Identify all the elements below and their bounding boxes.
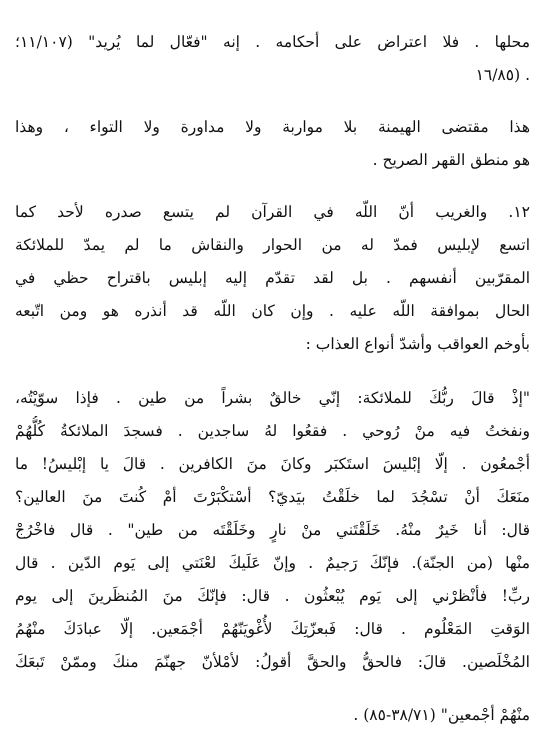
quote-line: "إذْ قالَ ربُّكَ للملائكة: إنّي خالقٌ بشراً من طين . فإذا سوّيْتُه، — [15, 389, 530, 407]
text-line: اتسع لإبليس فمدّ له من الحوار والنقاش ما لم يمدّ للملائكة — [15, 236, 530, 254]
quote-line: المُخْلَصين. قالَ: فالحقُّ والحقَّ أقولُ: لأمْلأنّ جهنّمَ منكَ وممّنْ تَبعَكَ — [15, 653, 530, 671]
quote-line: منَعَكَ أنْ تسْجُدَ لما خلَقْتُ بيَديّ؟ أسْتكْبَرْتَ أمْ كُنتَ منَ العالين؟ — [15, 488, 530, 506]
text-line: هذا مقتضى الهيمنة بلا مواربة ولا مداورة ولا التواء ، وهذا — [15, 118, 530, 136]
quote-line: أجْمعُون . إلّا إبْليسَ استَكبَر وكانَ منَ الكافرين . قالَ يا إبْليسُ! ما — [15, 455, 530, 473]
quote-line: ربِّ! فأنْظرْني إلى يَوم يُبْعثُون . قال: فإنّكَ منَ المُنظَرينَ إلى يوم — [15, 587, 530, 605]
text-line: هو منطق القهر الصريح . — [372, 151, 530, 169]
text-line: المقرّبين أنفسهم . بل لقد تقدّم إليه إبليس باقتراح حظي في — [15, 269, 530, 287]
quote-line: ونفختُ فيه منْ رُوحي . فقعُوا لهُ ساجدين . فسجدَ الملائكةُ كُلُّهُمْ — [15, 422, 530, 440]
text-line: ١٢. والغريب أنّ اللّه في القرآن لم يتسع صدره لأحد كما — [15, 203, 530, 221]
text-line: ١٦/٨٥) . — [475, 66, 530, 84]
book-page — [10, 0, 530, 750]
text-line: بأوخم العواقب وأشدّ أنواع العذاب : — [305, 335, 530, 353]
quote-line: منْهُمْ أجْمعين" (٣٨/٧١-٨٥) . — [353, 706, 530, 724]
text-line: الحال بموافقة اللّه عليه . وإن كان اللّه قد أنذره هو ومن اتّبعه — [15, 302, 530, 320]
quote-line: الوَقتِ المَعْلُوم . قال: فَبعزّتِكَ لأُغْويَنّهُمْ أجْمَعين. إلّا عبادَكَ منْهُمُ — [15, 620, 530, 638]
quote-line: منْها (من الجنّة). فإنّكَ رَجيمٌ . وإنّ عَلَيكَ لعْنَتي إلى يَوم الدّين . قال — [15, 554, 530, 572]
text-line: محلها . فلا اعتراض على أحكامه . إنه "فعّال لما يُريد" (١١/١٠٧؛ — [15, 33, 530, 51]
quote-line: قال: أنا خَيرٌ منْهُ. خَلَقْتَني منْ نارٍ وخَلَقْتَه من طين" . قال فاخْرُجْ — [15, 521, 530, 539]
